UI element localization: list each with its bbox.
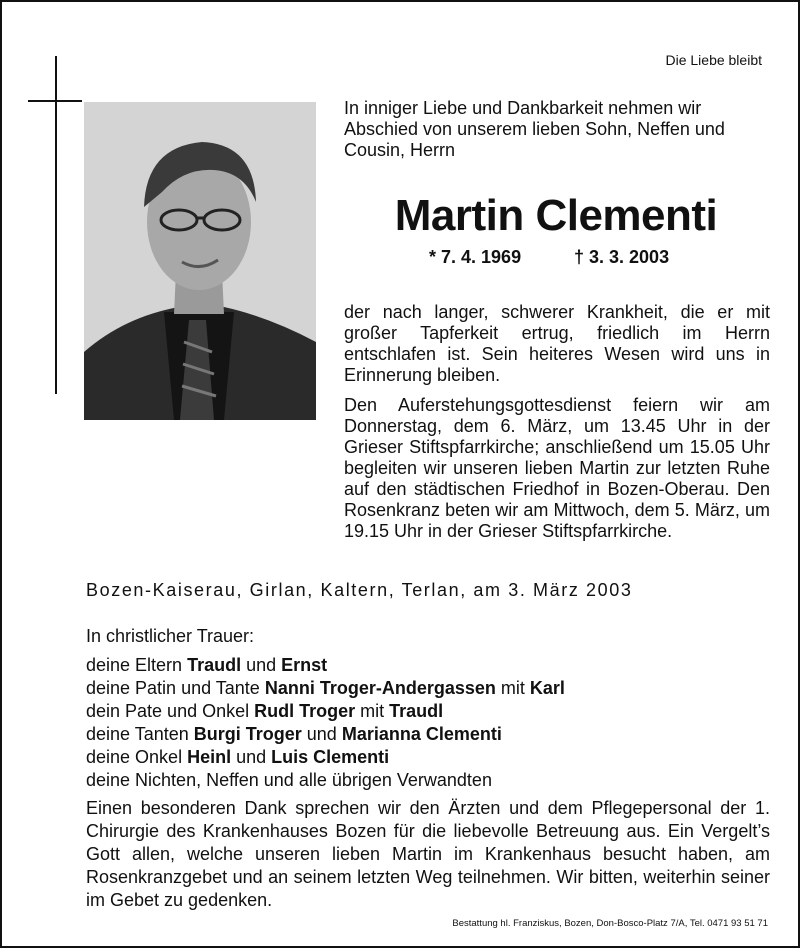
birth-date: * 7. 4. 1969 (429, 247, 522, 267)
motto: Die Liebe bleibt (665, 52, 762, 68)
service-paragraph: Den Auferstehungsgottesdienst feiern wir am Donnerstag, dem 6. März, um 13.45 Uhr in der Grieser Stiftspfarrkirche; anschließend um 15.05 Uhr begleiten wir unseren lieben Martin zur letzten Ruhe auf den städtischen Friedhof in Bozen-Oberau. Den Rosenkranz beten wir am Mittwoch, dem 5. März, um 19.15 Uhr in der Grieser Stiftspfarrkirche. (344, 395, 770, 541)
thanks-paragraph: Einen besonderen Dank sprechen wir den Ärzten und dem Pflegepersonal der 1. Chirurgie des Krankenhauses Bozen für die liebevolle Betreuung aus. Ein Vergelt’s Gott allen, welche unseren lieben Martin im Krankenhaus besucht haben, am Rosenkranzgebet und an seinem letzten Weg teilnehmen. Wir bitten, weiterhin seiner im Gebet zu gedenken. (86, 798, 770, 910)
deceased-name: Martin Clementi (394, 191, 718, 240)
mourner-line: dein Pate und Onkel Rudl Troger mit Traudl (86, 701, 444, 721)
mourners-list (86, 625, 776, 792)
mourner-line: deine Patin und Tante Nanni Troger-Andergassen mit Karl (86, 678, 565, 698)
cross-icon (55, 56, 57, 394)
death-date: † 3. 3. 2003 (574, 247, 670, 267)
condolence-paragraph: der nach langer, schwerer Krankheit, die er mit großer Tapferkeit ertrug, friedlich im Herrn entschlafen ist. Sein heiteres Wesen wird uns in Erinnerung bleiben. (344, 302, 770, 385)
mourners-heading: In christlicher Trauer: (86, 626, 255, 646)
mourner-line: deine Nichten, Neffen und alle übrigen Verwandten (86, 770, 492, 790)
place-date-line: Bozen-Kaiserau, Girlan, Kaltern, Terlan, am 3. März 2003 (86, 580, 633, 600)
funeral-home-footer: Bestattung hl. Franziskus, Bozen, Don-Bosco-Platz 7/A, Tel. 0471 93 51 71 (452, 918, 768, 929)
mourner-line: deine Tanten Burgi Troger und Marianna Clementi (86, 724, 502, 744)
cross-icon-bar (28, 100, 82, 102)
mourner-line: deine Onkel Heinl und Luis Clementi (86, 747, 390, 767)
mourner-line: deine Eltern Traudl und Ernst (86, 655, 328, 675)
intro-text: In inniger Liebe und Dankbarkeit nehmen wir Abschied von unserem lieben Sohn, Neffen und Cousin, Herrn (344, 98, 725, 160)
portrait-photo (84, 102, 316, 420)
